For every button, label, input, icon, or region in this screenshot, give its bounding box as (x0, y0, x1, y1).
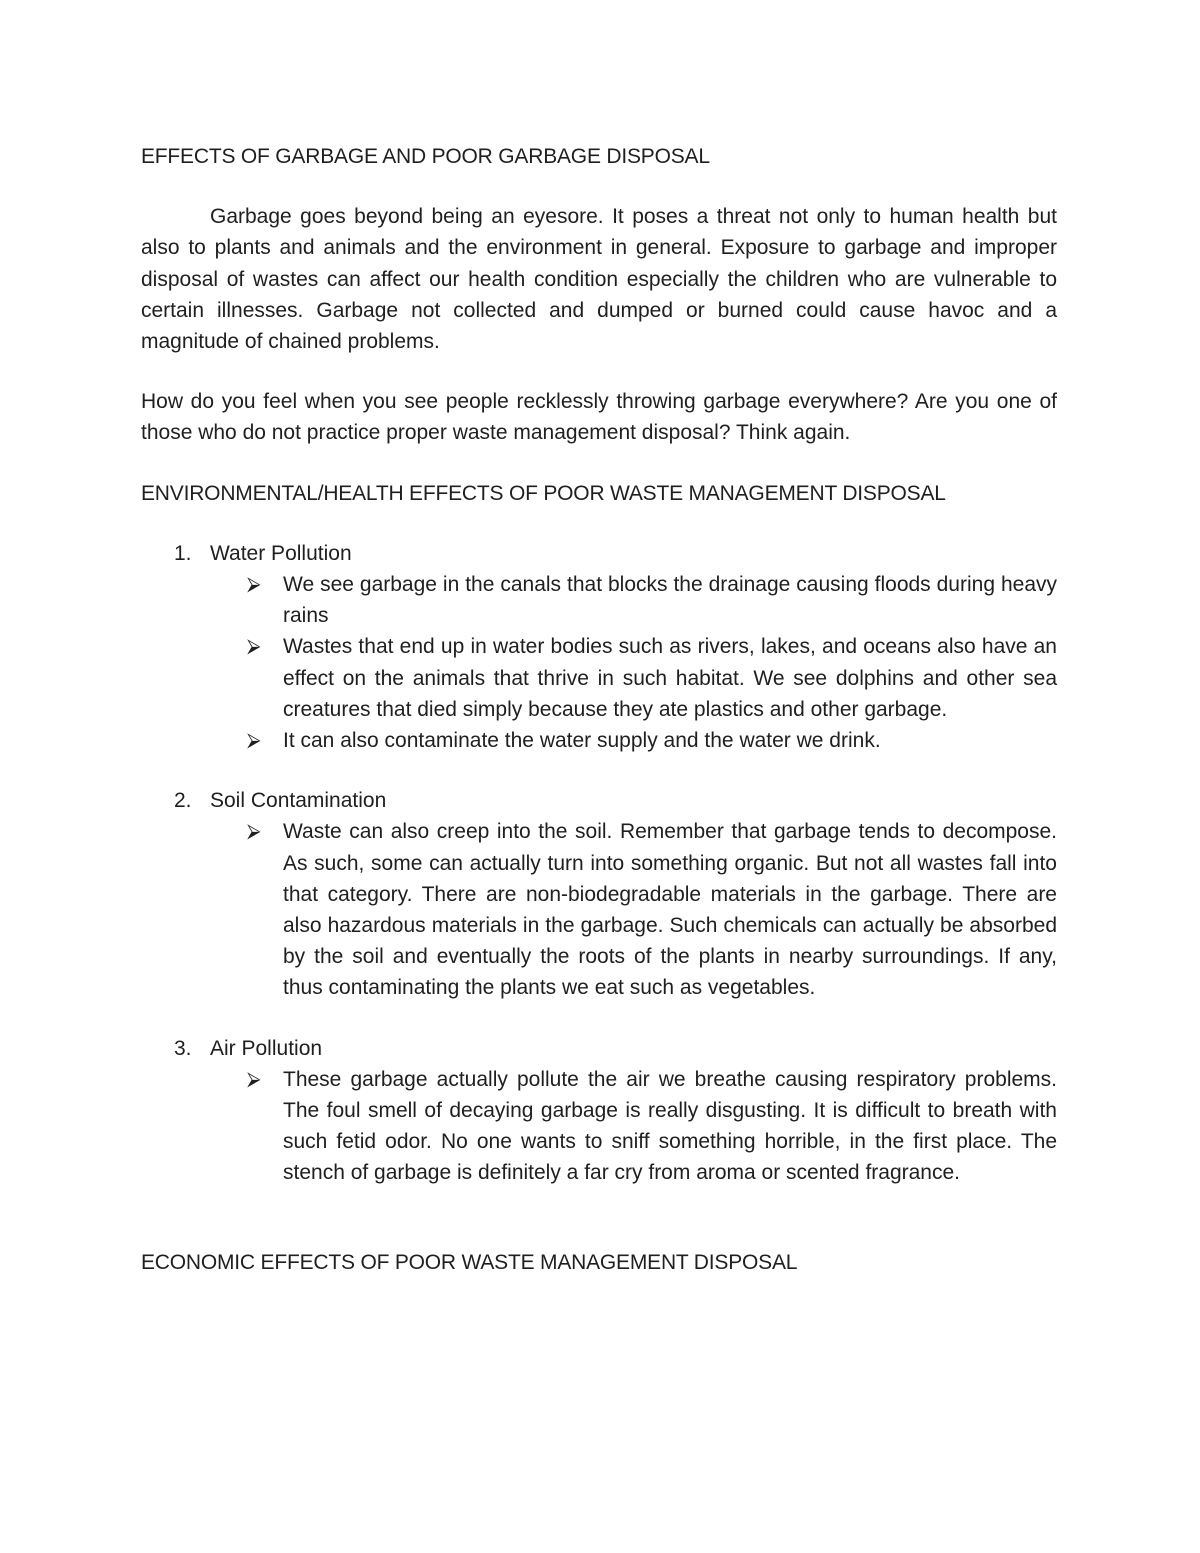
list-item-number: 2. (174, 789, 192, 813)
arrow-bullet-icon: ⮚ (247, 729, 261, 752)
list-item-soil-contamination (141, 785, 1057, 1003)
bullet-list (210, 569, 1057, 756)
arrow-bullet-icon: ⮚ (247, 573, 261, 596)
bullet-text: It can also contaminate the water supply and the water we drink. (283, 729, 881, 753)
arrow-bullet-icon: ⮚ (247, 820, 261, 843)
list-item-number: 3. (174, 1036, 192, 1060)
bullet-text: We see garbage in the canals that blocks the drainage causing floods during heavy rains (283, 573, 1057, 628)
arrow-bullet-icon: ⮚ (247, 1067, 261, 1090)
bullet-text: Wastes that end up in water bodies such as rivers, lakes, and oceans also have an effect on the animals that thrive in such habitat. We see dolphins and other sea creatures that died simply because they ate plastics and other garbage. (283, 635, 1057, 721)
list-item-number: 1. (174, 541, 192, 565)
list-item-title: Water Pollution (210, 541, 352, 565)
effects-list (141, 538, 1057, 1189)
document-title: EFFECTS OF GARBAGE AND POOR GARBAGE DISPOSAL (141, 145, 710, 168)
list-item-title: Air Pollution (210, 1036, 323, 1060)
bullet-list (210, 816, 1057, 1003)
question-paragraph: How do you feel when you see people recklessly throwing garbage everywhere? Are you one of those who do not practice proper waste management disposal? Think again. (141, 390, 1057, 445)
list-item-air-pollution (141, 1033, 1057, 1189)
arrow-bullet-icon: ⮚ (247, 635, 261, 658)
environmental-health-heading: ENVIRONMENTAL/HEALTH EFFECTS OF POOR WASTE MANAGEMENT DISPOSAL (141, 481, 946, 505)
document-page (141, 141, 1057, 1278)
bullet-text: Waste can also creep into the soil. Remember that garbage tends to decompose. As such, some can actually turn into something organic. But not all wastes fall into that category. There are non-biodegradable materials in the garbage. There are also hazardous materials in the garbage. Such chemicals can actually be absorbed by the soil and eventually the roots of the plants in nearby surroundings. If any, thus contaminating the plants we eat such as vegetables. (283, 820, 1057, 1000)
list-item-water-pollution (141, 538, 1057, 756)
bullet-item (210, 631, 1057, 725)
bullet-item (210, 816, 1057, 1003)
list-item-title: Soil Contamination (210, 789, 387, 813)
bullet-item (210, 1064, 1057, 1189)
bullet-text: These garbage actually pollute the air we breathe causing respiratory problems. The foul smell of decaying garbage is really disgusting. It is difficult to breath with such fetid odor. No one wants to sniff something horrible, in the first place. The stench of garbage is definitely a far cry from aroma or scented fragrance. (283, 1067, 1057, 1185)
bullet-item (210, 725, 1057, 756)
bullet-list (210, 1064, 1057, 1189)
bullet-item (210, 569, 1057, 631)
intro-paragraph: Garbage goes beyond being an eyesore. It poses a threat not only to human health but also to plants and animals and the environment in general. Exposure to garbage and improper disposal of wastes can affect our health condition especially the children who are vulnerable to certain illnesses. Garbage not collected and dumped or burned could cause havoc and a magnitude of chained problems. (141, 205, 1057, 354)
economic-effects-heading: ECONOMIC EFFECTS OF POOR WASTE MANAGEMENT DISPOSAL (141, 1250, 798, 1274)
